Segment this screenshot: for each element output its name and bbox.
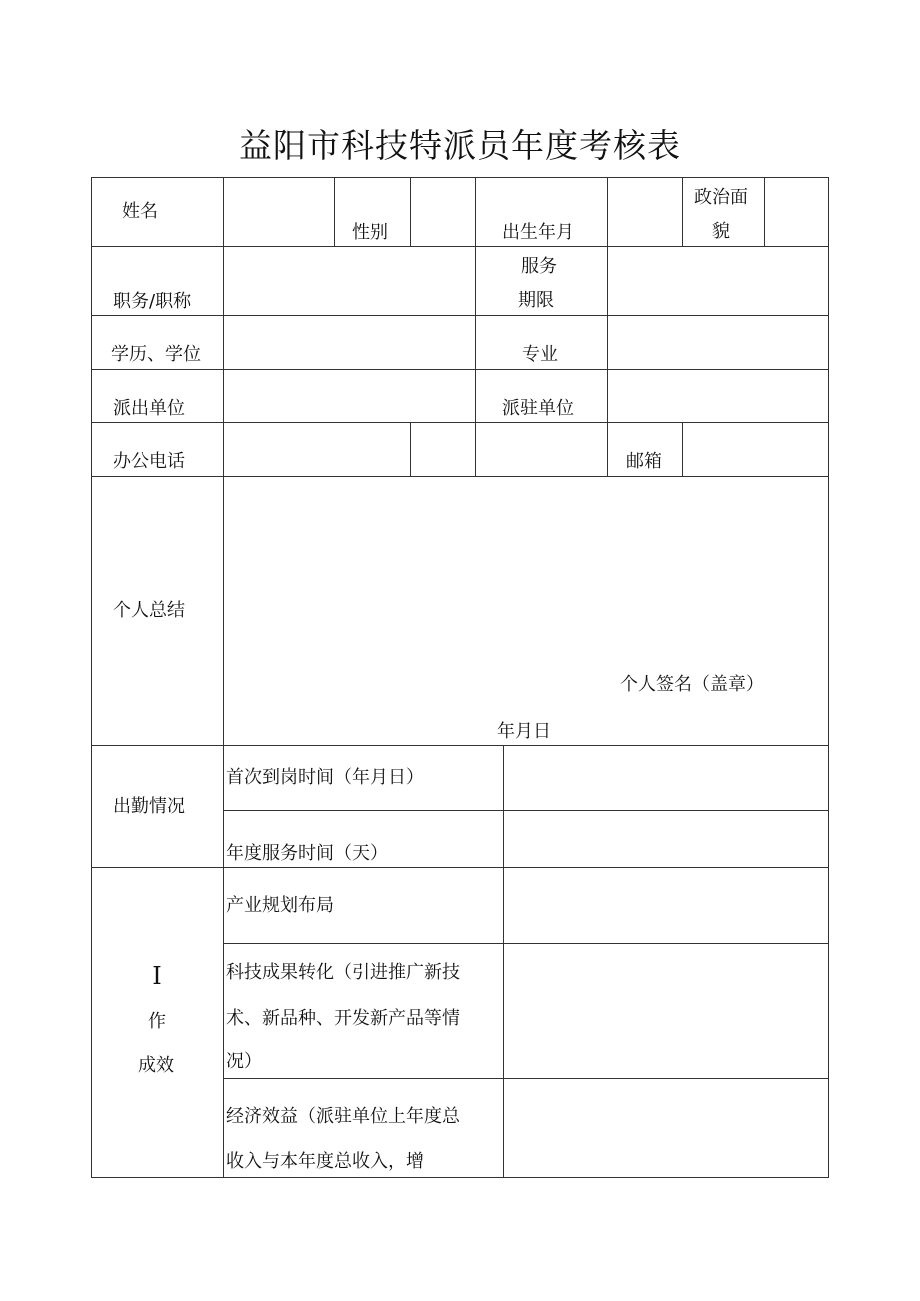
name-field[interactable] bbox=[224, 178, 334, 246]
first-arrival-field[interactable] bbox=[504, 746, 828, 810]
education-degree-field[interactable] bbox=[224, 316, 475, 369]
page-title: 益阳市科技特派员年度考核表 bbox=[239, 126, 681, 165]
industry-planning-field[interactable] bbox=[504, 868, 828, 943]
personal-summary-label: 个人总结 bbox=[113, 600, 185, 621]
grid-line bbox=[91, 177, 92, 1178]
personal-summary-field[interactable] bbox=[224, 477, 828, 667]
gender-field[interactable] bbox=[411, 178, 475, 246]
work-results-label-work: 作 bbox=[148, 1011, 166, 1032]
dispatch-unit-label: 派出单位 bbox=[113, 398, 185, 419]
attendance-label: 出勤情况 bbox=[113, 796, 185, 817]
name-label: 姓名 bbox=[122, 201, 158, 222]
signature-date-label: 年月日 bbox=[497, 721, 551, 742]
economic-benefit-label-1: 经济效益（派驻单位上年度总 bbox=[226, 1106, 460, 1127]
station-unit-label: 派驻单位 bbox=[502, 398, 574, 419]
office-phone-field[interactable] bbox=[224, 423, 607, 476]
grid-line bbox=[682, 177, 683, 246]
industry-planning-label: 产业规划布局 bbox=[226, 895, 334, 916]
first-arrival-label: 首次到岗时间（年月日） bbox=[226, 767, 424, 788]
birth-date-label: 出生年月 bbox=[502, 222, 574, 243]
birth-date-field[interactable] bbox=[608, 178, 682, 246]
station-unit-field[interactable] bbox=[608, 370, 828, 422]
political-status-label: 政治面 貌 bbox=[694, 187, 748, 242]
service-days-field[interactable] bbox=[504, 811, 828, 867]
email-field[interactable] bbox=[683, 423, 828, 476]
office-phone-label: 办公电话 bbox=[113, 451, 185, 472]
position-title-label: 职务/职称 bbox=[113, 291, 192, 312]
tech-transfer-label-2: 术、新品种、开发新产品等情 bbox=[226, 1008, 460, 1029]
service-term-label: 服务 期限 bbox=[518, 256, 557, 311]
grid-line bbox=[334, 177, 335, 246]
email-label: 邮箱 bbox=[626, 451, 662, 472]
service-days-label: 年度服务时间（天） bbox=[226, 843, 388, 864]
dispatch-unit-field[interactable] bbox=[224, 370, 475, 422]
grid-line bbox=[828, 177, 829, 1178]
tech-transfer-label-1: 科技成果转化（引进推广新技 bbox=[226, 962, 460, 983]
grid-line bbox=[91, 1177, 829, 1178]
service-term-field[interactable] bbox=[608, 247, 828, 315]
economic-benefit-field[interactable] bbox=[504, 1079, 828, 1177]
political-status-field[interactable] bbox=[765, 178, 828, 246]
major-field[interactable] bbox=[608, 316, 828, 369]
position-title-field[interactable] bbox=[224, 247, 475, 315]
work-results-label-effect: 成效 bbox=[138, 1055, 174, 1076]
education-degree-label: 学历、学位 bbox=[111, 344, 201, 365]
tech-transfer-label-3: 况） bbox=[226, 1051, 262, 1072]
signature-label: 个人签名（盖章） bbox=[620, 674, 764, 695]
tech-transfer-field[interactable] bbox=[504, 944, 828, 1078]
gender-label: 性别 bbox=[352, 222, 388, 243]
major-label: 专业 bbox=[522, 344, 558, 365]
economic-benefit-label-2: 收入与本年度总收入，增 bbox=[226, 1151, 424, 1172]
work-results-label-i: I bbox=[152, 962, 162, 990]
